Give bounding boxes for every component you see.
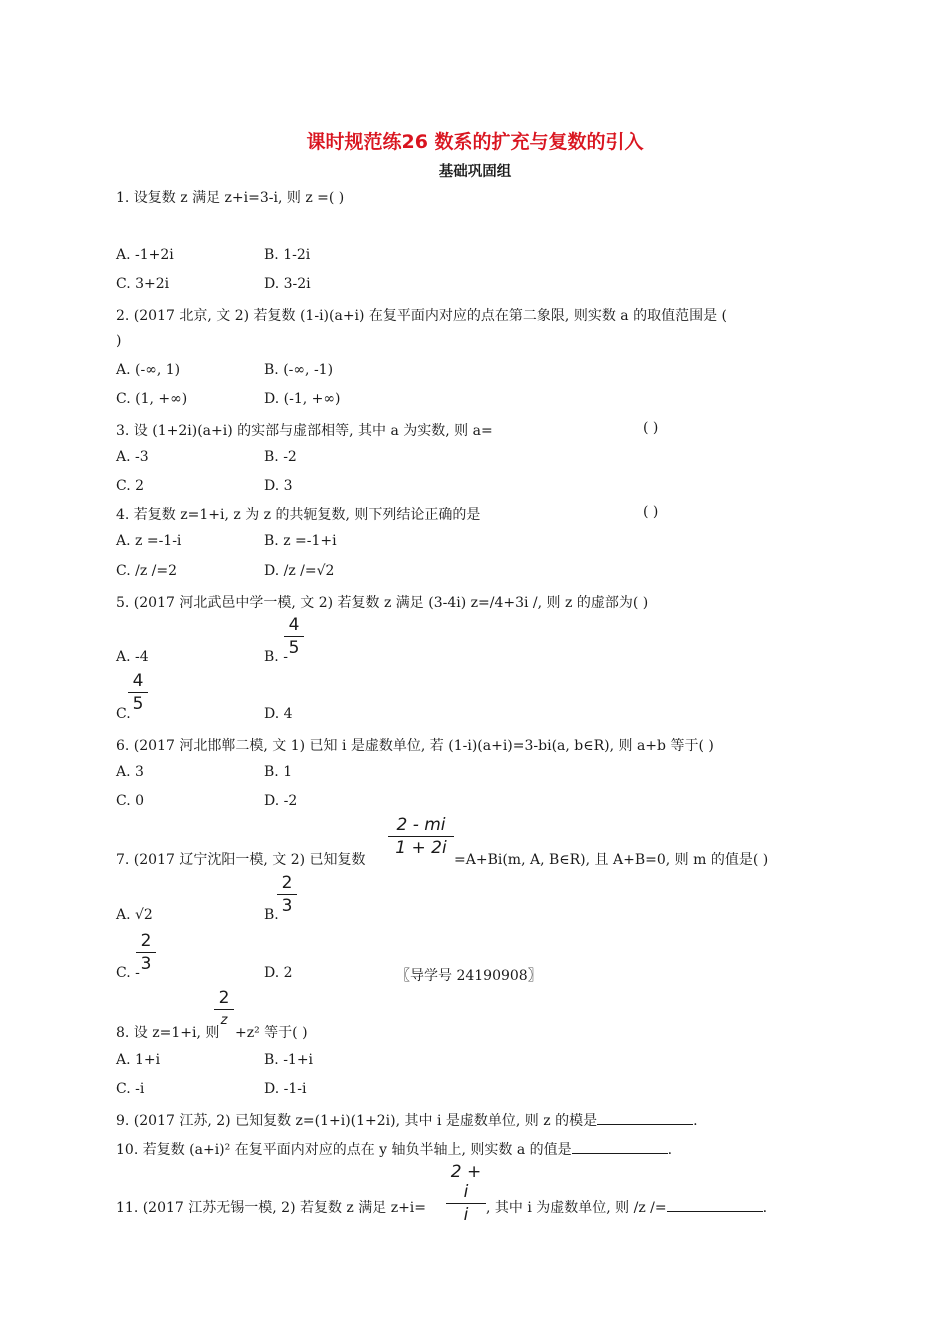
fraction-numerator: 4 [288, 615, 300, 635]
question-7-option-d: D. 2 [264, 965, 293, 981]
question-1-option-a: A. -1+2i [116, 247, 174, 263]
question-8-option-c: C. -i [116, 1081, 145, 1097]
question-5-option-c: C. [116, 706, 131, 722]
question-1-option-c: C. 3+2i [116, 276, 170, 292]
question-7-option-b-fraction [277, 873, 297, 916]
question-6-option-d: D. -2 [264, 793, 298, 809]
question-7-option-c: C. - [116, 965, 140, 981]
question-11-stem: 11. (2017 江苏无锡一模, 2) 若复数 z 满足 z+i= [116, 1200, 427, 1216]
fraction-denominator: 3 [140, 954, 152, 974]
fraction-denominator: 1 + 2i [395, 838, 447, 858]
question-6-option-b: B. 1 [264, 764, 293, 780]
question-4-option-d: D. /z /=√2 [264, 563, 335, 579]
question-8-option-d: D. -1-i [264, 1081, 307, 1097]
question-5-option-d: D. 4 [264, 706, 293, 722]
fraction-bar [128, 692, 148, 693]
fraction-numerator: 2 - mi [396, 815, 446, 835]
fraction-bar [446, 1203, 486, 1204]
question-2-option-c: C. (1, +∞) [116, 391, 188, 407]
fraction-bar [214, 1009, 234, 1010]
question-9-period: . [693, 1113, 698, 1129]
fraction-numerator: 2 [281, 873, 293, 893]
fraction-denominator: 5 [132, 694, 144, 714]
section-subtitle: 基础巩固组 [438, 164, 512, 180]
fraction-denominator: 5 [288, 638, 300, 658]
page-title: 课时规范练26 数系的扩充与复数的引入 [306, 131, 644, 153]
question-6-stem: 6. (2017 河北邯郸二模, 文 1) 已知 i 是虚数单位, 若 (1-i)(a+i)=3-bi(a, b∈R), 则 a+b 等于( ) [116, 738, 714, 754]
fraction-bar [284, 636, 304, 637]
question-7-option-b: B. [264, 907, 279, 923]
fraction-bar [388, 836, 454, 837]
question-9-text: 9. (2017 江苏, 2) 已知复数 z=(1+i)(1+2i), 其中 i 是虚数单位, 则 z 的模是 [116, 1113, 598, 1129]
question-3-option-d: D. 3 [264, 478, 293, 494]
question-5-option-c-fraction [128, 671, 148, 714]
question-7-option-a: A. √2 [116, 907, 153, 923]
answer-blank[interactable] [572, 1141, 668, 1154]
question-2-option-a: A. (-∞, 1) [116, 362, 181, 378]
question-8-fraction [214, 988, 234, 1031]
question-6-option-c: C. 0 [116, 793, 145, 809]
question-3-option-c: C. 2 [116, 478, 145, 494]
fraction-bar [277, 894, 297, 895]
question-4-option-c: C. /z /=2 [116, 563, 178, 579]
question-10-period: . [667, 1142, 673, 1158]
question-8-stem: 8. 设 z=1+i, 则 [116, 1025, 220, 1041]
question-11-text: , 其中 i 为虚数单位, 则 /z /= [486, 1200, 667, 1216]
question-3-option-b: B. -2 [264, 449, 297, 465]
question-5-stem: 5. (2017 河北武邑中学一模, 文 2) 若复数 z 满足 (3-4i) z=/4+3i /, 则 z 的虚部为( ) [116, 595, 649, 611]
question-6-option-a: A. 3 [116, 764, 144, 780]
question-10-stem [116, 1139, 672, 1159]
question-8-stem-after: +z² 等于( ) [235, 1025, 308, 1041]
fraction-numerator: 4 [132, 671, 144, 691]
question-7-fraction [388, 815, 454, 858]
question-1-stem: 1. 设复数 z 满足 z+i=3-i, 则 z =( ) [116, 190, 345, 206]
fraction-numerator: 2 [218, 988, 230, 1008]
question-10-text: 10. 若复数 (a+i)² 在复平面内对应的点在 y 轴负半轴上, 则实数 a 的值是 [116, 1142, 572, 1158]
fraction-denominator: i [463, 1205, 469, 1225]
fraction-bar [136, 952, 156, 953]
question-7-stem: 7. (2017 辽宁沈阳一模, 文 2) 已知复数 [116, 852, 366, 868]
question-8-option-b: B. -1+i [264, 1052, 314, 1068]
fraction-denominator: 3 [281, 896, 293, 916]
question-3-answer-paren: ( ) [643, 420, 659, 436]
question-11-fraction [446, 1162, 486, 1225]
question-5-option-a: A. -4 [116, 649, 149, 665]
question-4-answer-paren: ( ) [643, 504, 659, 520]
answer-blank[interactable] [667, 1199, 763, 1212]
question-2-stem: 2. (2017 北京, 文 2) 若复数 (1-i)(a+i) 在复平面内对应的点在第二象限, 则实数 a 的取值范围是 ( [116, 308, 727, 324]
question-7-reference-number: 〖导学号 24190908〗 [396, 968, 542, 984]
question-2-option-b: B. (-∞, -1) [264, 362, 334, 378]
question-5-option-b: B. - [264, 649, 288, 665]
answer-blank[interactable] [597, 1112, 693, 1125]
question-11-period: . [762, 1200, 768, 1216]
fraction-numerator: 2 + i [450, 1162, 482, 1202]
question-11-stem-after [486, 1197, 767, 1217]
question-4-stem: 4. 若复数 z=1+i, z 为 z 的共轭复数, 则下列结论正确的是 [116, 507, 481, 523]
question-2-stem-close: ) [116, 333, 122, 349]
question-1-option-d: D. 3-2i [264, 276, 311, 292]
question-3-option-a: A. -3 [116, 449, 149, 465]
question-9-stem [116, 1110, 698, 1130]
question-7-stem-after: =A+Bi(m, A, B∈R), 且 A+B=0, 则 m 的值是( ) [454, 852, 769, 868]
question-8-option-a: A. 1+i [116, 1052, 161, 1068]
question-1-option-b: B. 1-2i [264, 247, 311, 263]
fraction-numerator: 2 [140, 931, 152, 951]
question-4-option-b: B. z =-1+i [264, 533, 337, 549]
question-2-option-d: D. (-1, +∞) [264, 391, 341, 407]
question-4-option-a: A. z =-1-i [116, 533, 182, 549]
question-3-stem: 3. 设 (1+2i)(a+i) 的实部与虚部相等, 其中 a 为实数, 则 a= [116, 423, 493, 439]
fraction-denominator: z [220, 1013, 228, 1028]
